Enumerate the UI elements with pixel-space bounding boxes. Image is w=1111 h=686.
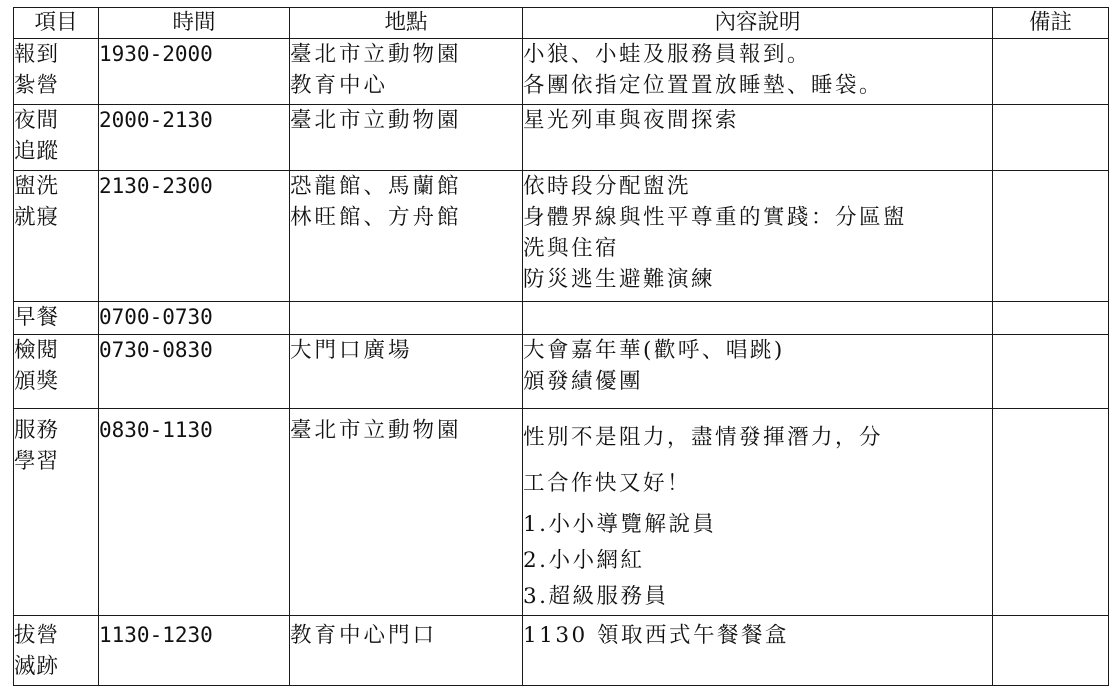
header-note: 備註	[993, 8, 1109, 39]
item-text: 追蹤	[14, 139, 60, 164]
place-cell	[290, 335, 523, 409]
time-cell: 1130-1230	[99, 616, 290, 686]
time-cell: 0830-1130	[99, 409, 290, 616]
place-text: 恐龍館、馬蘭館	[290, 174, 462, 199]
note-cell	[993, 171, 1109, 302]
item-cell	[14, 335, 99, 409]
place-text: 教育中心	[290, 73, 389, 98]
note-cell	[993, 105, 1109, 171]
item-cell	[14, 171, 99, 302]
desc-text: 頒發績優團	[523, 369, 644, 394]
desc-text: 1130 領取西式午餐餐盒	[523, 623, 790, 648]
desc-text: 各團依指定位置置放睡墊、睡袋。	[523, 73, 884, 98]
item-text: 拔營	[14, 623, 60, 648]
place-text: 林旺館、方舟館	[290, 205, 462, 230]
place-text: 臺北市立動物園	[290, 42, 462, 67]
place-cell	[290, 39, 523, 105]
header-place: 地點	[290, 8, 523, 39]
note-cell	[993, 409, 1109, 616]
place-text: 教育中心門口	[290, 623, 438, 648]
item-cell	[14, 302, 99, 335]
table-row	[14, 335, 1109, 409]
table-row	[14, 616, 1109, 686]
note-cell	[993, 302, 1109, 335]
desc-cell	[523, 39, 993, 105]
header-item: 項目	[14, 8, 99, 39]
item-text: 滅跡	[14, 654, 60, 679]
item-cell	[14, 105, 99, 171]
item-text: 檢閱	[14, 338, 60, 363]
item-text: 夜間	[14, 108, 60, 133]
note-cell	[993, 39, 1109, 105]
desc-cell	[523, 171, 993, 302]
desc-cell	[523, 335, 993, 409]
item-text: 就寢	[14, 205, 60, 230]
item-cell	[14, 616, 99, 686]
note-cell	[993, 335, 1109, 409]
desc-text: 依時段分配盥洗	[523, 174, 692, 199]
header-row	[14, 8, 1109, 39]
desc-cell	[523, 616, 993, 686]
desc-text: 星光列車與夜間探索	[523, 108, 740, 133]
time-cell: 0700-0730	[99, 302, 290, 335]
table-row	[14, 39, 1109, 105]
item-cell	[14, 39, 99, 105]
desc-cell	[523, 105, 993, 171]
schedule-table	[13, 7, 1109, 686]
desc-text: 工合作快又好！	[523, 471, 692, 496]
table-row	[14, 409, 1109, 616]
table-row	[14, 302, 1109, 335]
desc-cell	[523, 302, 993, 335]
item-text: 盥洗	[14, 174, 60, 199]
place-cell	[290, 105, 523, 171]
time-cell: 1930-2000	[99, 39, 290, 105]
time-cell: 2000-2130	[99, 105, 290, 171]
header-time: 時間	[99, 8, 290, 39]
desc-list-item: 2.小小網紅	[523, 548, 645, 573]
desc-list-item: 3.超級服務員	[523, 584, 669, 609]
place-cell	[290, 302, 523, 335]
note-cell	[993, 616, 1109, 686]
table-row	[14, 105, 1109, 171]
place-text: 大門口廣場	[290, 338, 413, 363]
desc-text: 性別不是阻力，盡情發揮潛力，分	[523, 425, 884, 450]
desc-list-item: 1.小小導覽解說員	[523, 512, 717, 537]
place-cell	[290, 616, 523, 686]
item-text: 頒獎	[14, 369, 60, 394]
time-cell: 0730-0830	[99, 335, 290, 409]
desc-text: 小狼、小蛙及服務員報到。	[523, 42, 812, 67]
desc-text: 洗與住宿	[523, 236, 620, 261]
place-cell	[290, 171, 523, 302]
header-desc: 內容說明	[523, 8, 993, 39]
item-cell	[14, 409, 99, 616]
table-row	[14, 171, 1109, 302]
place-cell	[290, 409, 523, 616]
desc-text: 大會嘉年華(歡呼、唱跳)	[523, 338, 785, 363]
item-text: 早餐	[14, 305, 60, 330]
desc-text: 身體界線與性平尊重的實踐：分區盥	[523, 205, 908, 230]
place-text: 臺北市立動物園	[290, 108, 462, 133]
item-text: 紮營	[14, 73, 60, 98]
item-text: 學習	[14, 449, 60, 474]
desc-cell	[523, 409, 993, 616]
item-text: 服務	[14, 418, 60, 443]
place-text: 臺北市立動物園	[290, 418, 462, 443]
item-text: 報到	[14, 42, 60, 67]
desc-text: 防災逃生避難演練	[523, 267, 716, 292]
time-cell: 2130-2300	[99, 171, 290, 302]
